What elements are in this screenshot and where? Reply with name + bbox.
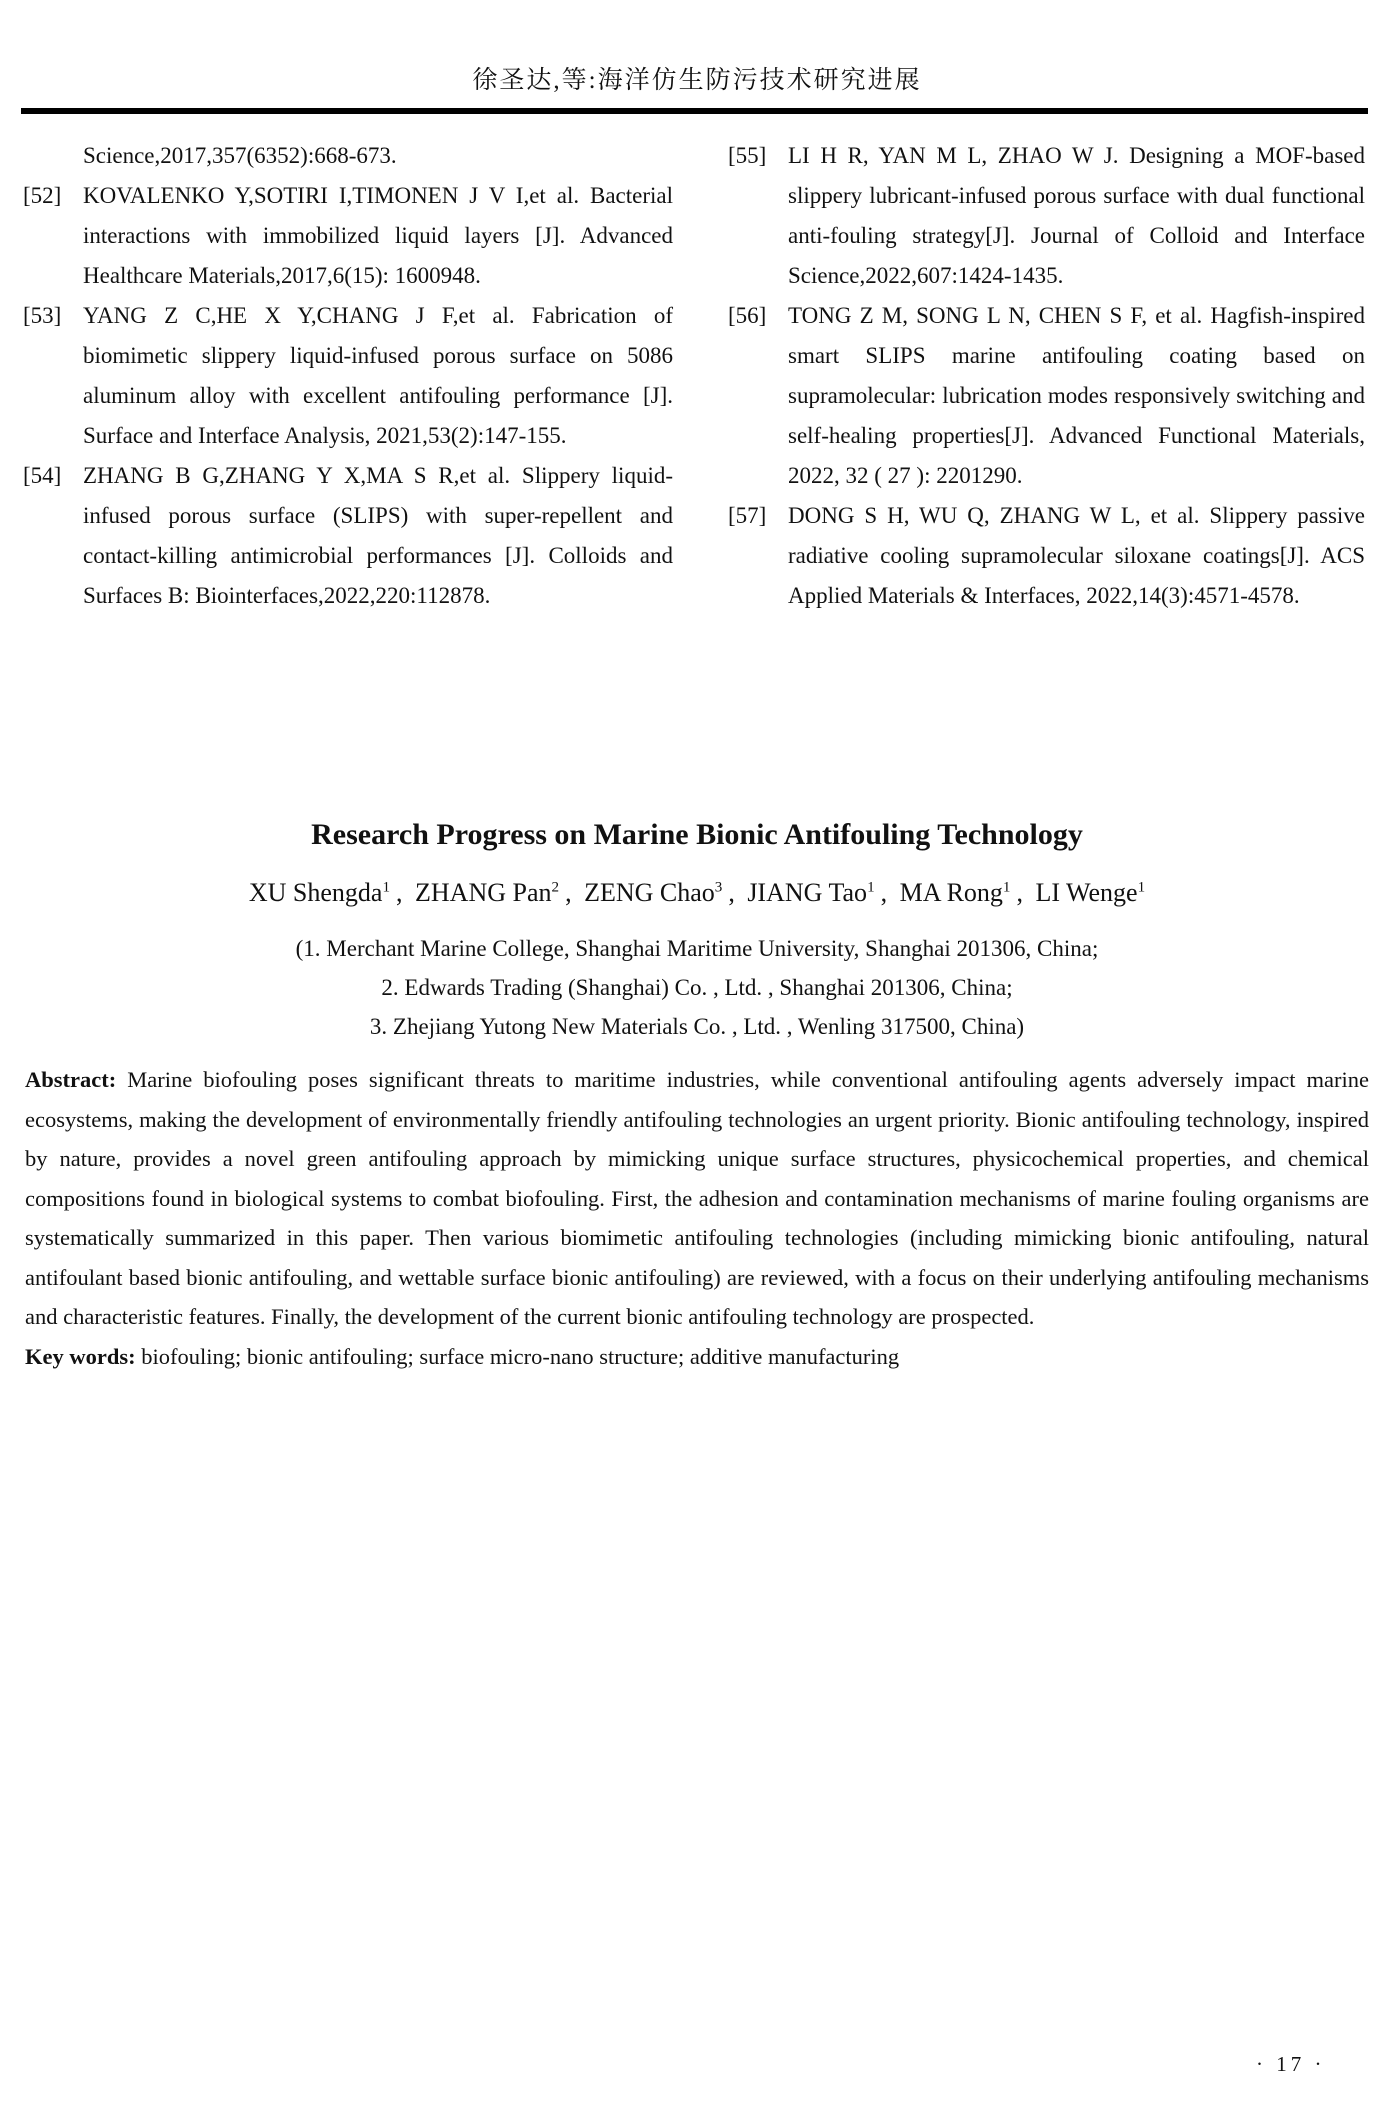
reference-number: [56] — [728, 303, 767, 328]
article-title: Research Progress on Marine Bionic Antifouling Technology — [311, 818, 1083, 851]
reference-text: DONG S H, WU Q, ZHANG W L, et al. Slippery passive radiative cooling supramolecular siloxane coatings[J]. ACS Applied Materials & Interfaces, 2022,14(3):4571-4578. — [788, 503, 1365, 608]
references-right-column — [728, 136, 1365, 616]
reference-number: [55] — [728, 143, 767, 168]
author-separator: , — [728, 878, 735, 907]
author-name-group — [584, 878, 722, 907]
keywords-text: biofouling; bionic antifouling; surface micro-nano structure; additive manufacturing — [141, 1343, 900, 1369]
author-list — [0, 878, 1394, 908]
author-affiliation-superscript: 2 — [551, 879, 560, 896]
author-name-group — [1035, 878, 1145, 907]
affiliation-list — [0, 929, 1394, 1046]
page-number: · 17 · — [1256, 2052, 1326, 2076]
reference-number: [53] — [23, 303, 62, 328]
author-name: ZENG Chao — [584, 878, 715, 907]
reference-text: TONG Z M, SONG L N, CHEN S F, et al. Hagfish-inspired smart SLIPS marine antifouling coating based on supramolecular: lubrication modes responsively switching and self-healing properties[J]. Advanced Functional Materials, 2022, 32 ( 27 ): 2201290. — [788, 303, 1365, 488]
author-separator: , — [396, 878, 403, 907]
reference-number: [52] — [23, 183, 62, 208]
author-separator: , — [565, 878, 572, 907]
reference-text: Science,2017,357(6352):668-673. — [83, 143, 397, 168]
running-head: 徐圣达,等:海洋仿生防污技术研究进展 — [472, 67, 922, 94]
header-rule — [21, 108, 1368, 114]
author-separator: , — [1016, 878, 1023, 907]
reference-item — [23, 136, 673, 176]
abstract-paragraph — [25, 1060, 1369, 1337]
author-separator: , — [880, 878, 888, 907]
references-left-column — [23, 136, 673, 616]
reference-text: LI H R, YAN M L, ZHAO W J. Designing a MOF-based slippery lubricant-infused porous surface with dual functional anti-fouling strategy[J]. Journal of Colloid and Interface Science,2022,607:1424-1435. — [788, 143, 1365, 288]
author-name: ZHANG Pan — [415, 878, 552, 907]
abstract-text: Marine biofouling poses significant threats to maritime industries, while conventional antifouling agents adversely impact marine ecosystems, making the development of environmentally friendly antifouling technologies an urgent priority. Bionic antifouling technology, inspired by nature, provides a novel green antifouling approach by mimicking unique surface structures, physicochemical properties, and chemical compositions found in biological systems to combat biofouling. First, the adhesion and contamination mechanisms of marine fouling organisms are systematically summarized in this paper. Then various biomimetic antifouling technologies (including mimicking bionic antifouling, natural antifoulant based bionic antifouling, and wettable surface bionic antifouling) are reviewed, with a focus on their underlying antifouling mechanisms and characteristic features. Finally, the development of the current bionic antifouling technology are prospected. — [25, 1067, 1369, 1329]
keywords-paragraph — [25, 1337, 1369, 1377]
author-name: XU Shengda — [248, 878, 383, 907]
author-affiliation-superscript: 1 — [382, 879, 391, 896]
reference-item — [23, 296, 673, 456]
author-affiliation-superscript: 1 — [1137, 879, 1146, 896]
reference-item — [23, 456, 673, 616]
author-name: JIANG Tao — [747, 878, 868, 907]
affiliation-line: 2. Edwards Trading (Shanghai) Co. , Ltd. , Shanghai 201306, China; — [381, 975, 1013, 1000]
author-affiliation-superscript: 3 — [714, 879, 723, 896]
author-name-group — [900, 878, 1011, 907]
abstract-section — [25, 1060, 1369, 1376]
reference-number: [54] — [23, 463, 62, 488]
reference-item — [728, 296, 1365, 496]
reference-item — [728, 136, 1365, 296]
author-affiliation-superscript: 1 — [1002, 879, 1011, 896]
affiliation-line: (1. Merchant Marine College, Shanghai Maritime University, Shanghai 201306, China; — [295, 936, 1099, 961]
references-section — [23, 136, 1365, 616]
author-affiliation-superscript: 1 — [867, 879, 875, 896]
author-name: MA Rong — [899, 878, 1003, 907]
author-name-group — [249, 878, 390, 907]
reference-text: ZHANG B G,ZHANG Y X,MA S R,et al. Slippery liquid-infused porous surface (SLIPS) with super-repellent and contact-killing antimicrobial performances [J]. Colloids and Surfaces B: Biointerfaces,2022,220:112878. — [83, 463, 673, 608]
reference-number — [23, 136, 83, 176]
keywords-label: Key words: — [25, 1343, 136, 1369]
reference-text: YANG Z C,HE X Y,CHANG J F,et al. Fabrication of biomimetic slippery liquid-infused porous surface on 5086 aluminum alloy with excellent antifouling performance [J]. Surface and Interface Analysis, 2021,53(2):147-155. — [83, 303, 673, 448]
abstract-label: Abstract: — [25, 1067, 117, 1092]
reference-item — [23, 176, 673, 296]
author-name-group — [747, 878, 874, 907]
affiliation-line: 3. Zhejiang Yutong New Materials Co. , Ltd. , Wenling 317500, China) — [369, 1014, 1025, 1039]
reference-item — [728, 496, 1365, 616]
reference-number: [57] — [728, 503, 767, 528]
author-name: LI Wenge — [1035, 878, 1138, 907]
reference-text: KOVALENKO Y,SOTIRI I,TIMONEN J V I,et al. Bacterial interactions with immobilized liquid layers [J]. Advanced Healthcare Materials,2017,6(15): 1600948. — [83, 183, 673, 288]
author-name-group — [415, 878, 559, 907]
